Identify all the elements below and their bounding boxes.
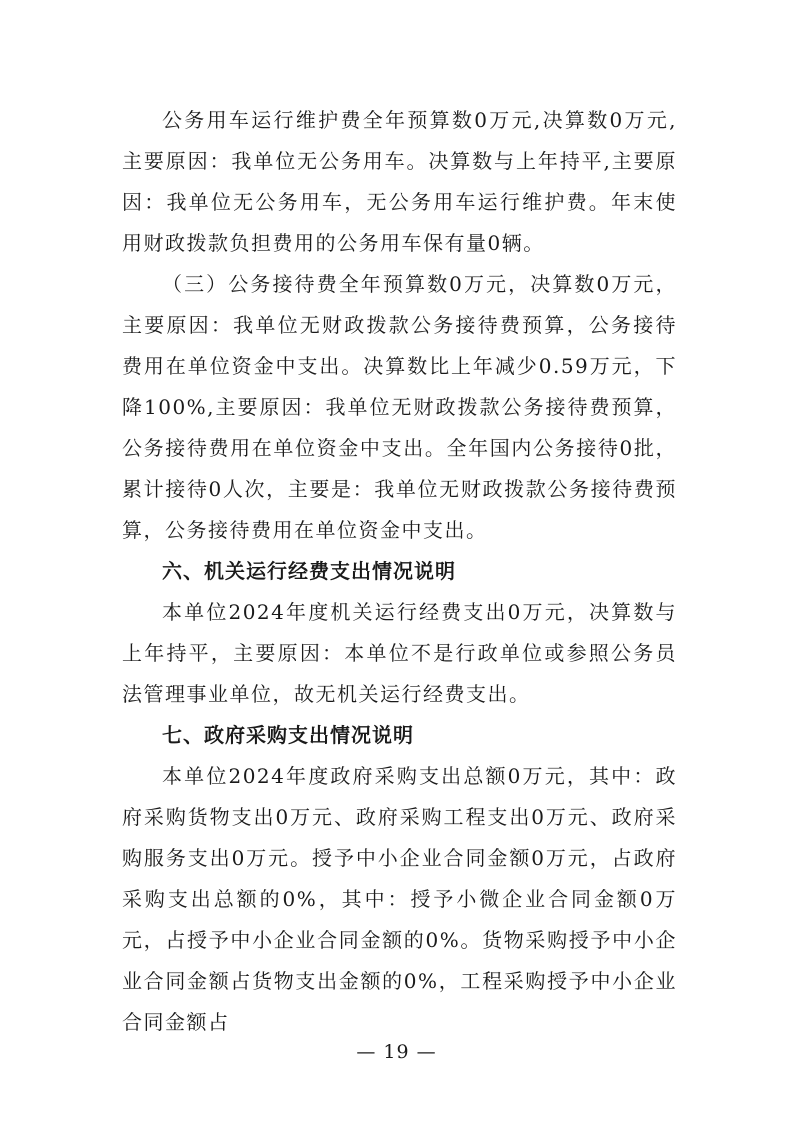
document-page bbox=[122, 100, 677, 1043]
paragraph-operating-expenses: 本单位2024年度机关运行经费支出0万元，决算数与上年持平，主要原因：本单位不是行政单位或参照公务员法管理事业单位，故无机关运行经费支出。 bbox=[122, 600, 677, 706]
paragraph-vehicle-maintenance: 公务用车运行维护费全年预算数0万元,决算数0万元,主要原因：我单位无公务用车。决算数与上年持平,主要原因：我单位无公务用车，无公务用车运行维护费。年末使用财政拨款负担费用的公务用车保有量0辆。 bbox=[122, 108, 677, 255]
page-number: — 19 — bbox=[356, 1041, 437, 1063]
section-heading-7: 七、政府采购支出情况说明 bbox=[162, 723, 414, 747]
section-heading-6: 六、机关运行经费支出情况说明 bbox=[162, 559, 456, 583]
paragraph-procurement: 本单位2024年度政府采购支出总额0万元，其中：政府采购货物支出0万元、政府采购工程支出0万元、政府采购服务支出0万元。授予中小企业合同金额0万元，占政府采购支出总额的0%，其中：授予小微企业合同金额0万元，占授予中小企业合同金额的0%。货物采购授予中小企业合同金额占货物支出金额的0%，工程采购授予中小企业合同金额占 bbox=[122, 764, 677, 1034]
paragraph-reception-expenses: （三）公务接待费全年预算数0万元，决算数0万元，主要原因：我单位无财政拨款公务接待费预算，公务接待费用在单位资金中支出。决算数比上年减少0.59万元，下降100%,主要原因：我单位无财政拨款公务接待费预算，公务接待费用在单位资金中支出。全年国内公务接待0批，累计接待0人次，主要是：我单位无财政拨款公务接待费预算，公务接待费用在单位资金中支出。 bbox=[122, 272, 677, 542]
